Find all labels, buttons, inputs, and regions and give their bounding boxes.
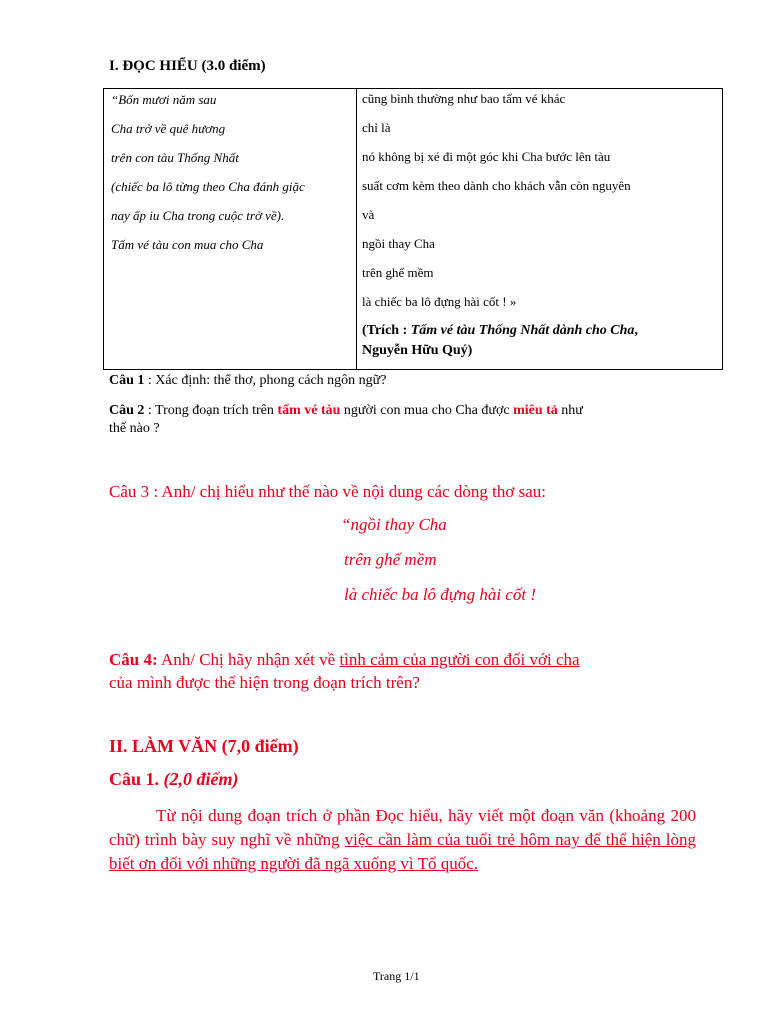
question-2-line-2: thế nào ? <box>109 421 160 436</box>
poem-left-line-3: trên con tàu Thống Nhất <box>111 150 239 165</box>
question-3-verse-1: “ngồi thay Cha <box>341 515 447 534</box>
question-3-verse-3: là chiếc ba lô đựng hài cốt ! <box>344 585 536 604</box>
poem-left-line-1: “Bốn mươi năm sau <box>111 92 217 107</box>
question-1: Câu 1 : Xác định: thể thơ, phong cách ngôn ngữ? <box>109 373 387 388</box>
poem-right-line-1: cũng bình thường như bao tấm vé khác <box>362 91 566 106</box>
highlight-ticket: tấm vé tàu <box>277 403 341 418</box>
section-2-title: II. LÀM VĂN (7,0 điểm) <box>109 736 299 756</box>
essay-prompt-paragraph: Từ nội dung đoạn trích ở phần Đọc hiểu, hãy viết một đoạn văn (khoảng 200 chữ) trình bày suy nghĩ về những việc cần làm của tuổi trẻ hôm nay để thể hiện lòng biết ơn đối với những người đã ngã xuống vì Tổ quốc. <box>109 806 697 873</box>
underlined-phrase: tình cảm của người con đối với cha <box>339 650 580 669</box>
poem-right-line-6: ngồi thay Cha <box>362 236 435 251</box>
poem-right-line-5: và <box>362 207 375 222</box>
poem-right-line-8: là chiếc ba lô đựng hài cốt ! » <box>362 294 517 309</box>
author-name: Nguyễn Hữu Quý) <box>362 343 473 358</box>
poem-left-line-4: (chiếc ba lô từng theo Cha đánh giặc <box>111 179 305 194</box>
poem-right-line-3: nó không bị xé đi một góc khi Cha bước lên tàu <box>362 149 611 164</box>
poem-right-line-2: chỉ là <box>362 120 391 135</box>
page-number: Trang 1/1 <box>373 969 420 983</box>
question-2: Câu 2 : Trong đoạn trích trên tấm vé tàu người con mua cho Cha được miêu tả như <box>109 403 583 418</box>
poem-right-line-7: trên ghế mềm <box>362 265 434 280</box>
highlight-describe: miêu tả <box>513 403 558 418</box>
section-1-title: I. ĐỌC HIỂU (3.0 điểm) <box>109 58 266 74</box>
poem-source-citation: (Trích : Tấm vé tàu Thống Nhất dành cho Cha, Nguyễn Hữu Quý) <box>362 323 638 358</box>
question-3: Câu 3 : Anh/ chị hiểu như thế nào về nội dung các dòng thơ sau: <box>109 482 546 501</box>
underlined-prompt: việc cần làm của tuổi trẻ hôm nay để thể hiện lòng biết ơn đối với những người đã ngã xuống vì Tổ quốc. <box>109 830 697 873</box>
poem-left-line-2: Cha trở về quê hương <box>111 121 226 136</box>
question-3-verse-2: trên ghế mềm <box>344 550 437 569</box>
question-4: Câu 4: Anh/ Chị hãy nhận xét về tình cảm của người con đối với cha <box>109 650 580 669</box>
poem-right-line-4: suất cơm kèm theo dành cho khách vẫn còn nguyên <box>362 178 631 193</box>
poem-excerpt-table <box>103 88 723 370</box>
column-divider <box>356 89 357 369</box>
poem-left-line-6: Tấm vé tàu con mua cho Cha <box>111 237 264 252</box>
points-label: (2,0 điểm) <box>163 769 239 789</box>
poem-left-line-5: nay ấp iu Cha trong cuộc trở về). <box>111 208 285 223</box>
section-2-question-1: Câu 1. (2,0 điểm) <box>109 769 239 789</box>
work-title: Tấm vé tàu Thống Nhất dành cho Cha <box>410 323 635 338</box>
question-4-line-2: của mình được thể hiện trong đoạn trích trên? <box>109 673 420 692</box>
